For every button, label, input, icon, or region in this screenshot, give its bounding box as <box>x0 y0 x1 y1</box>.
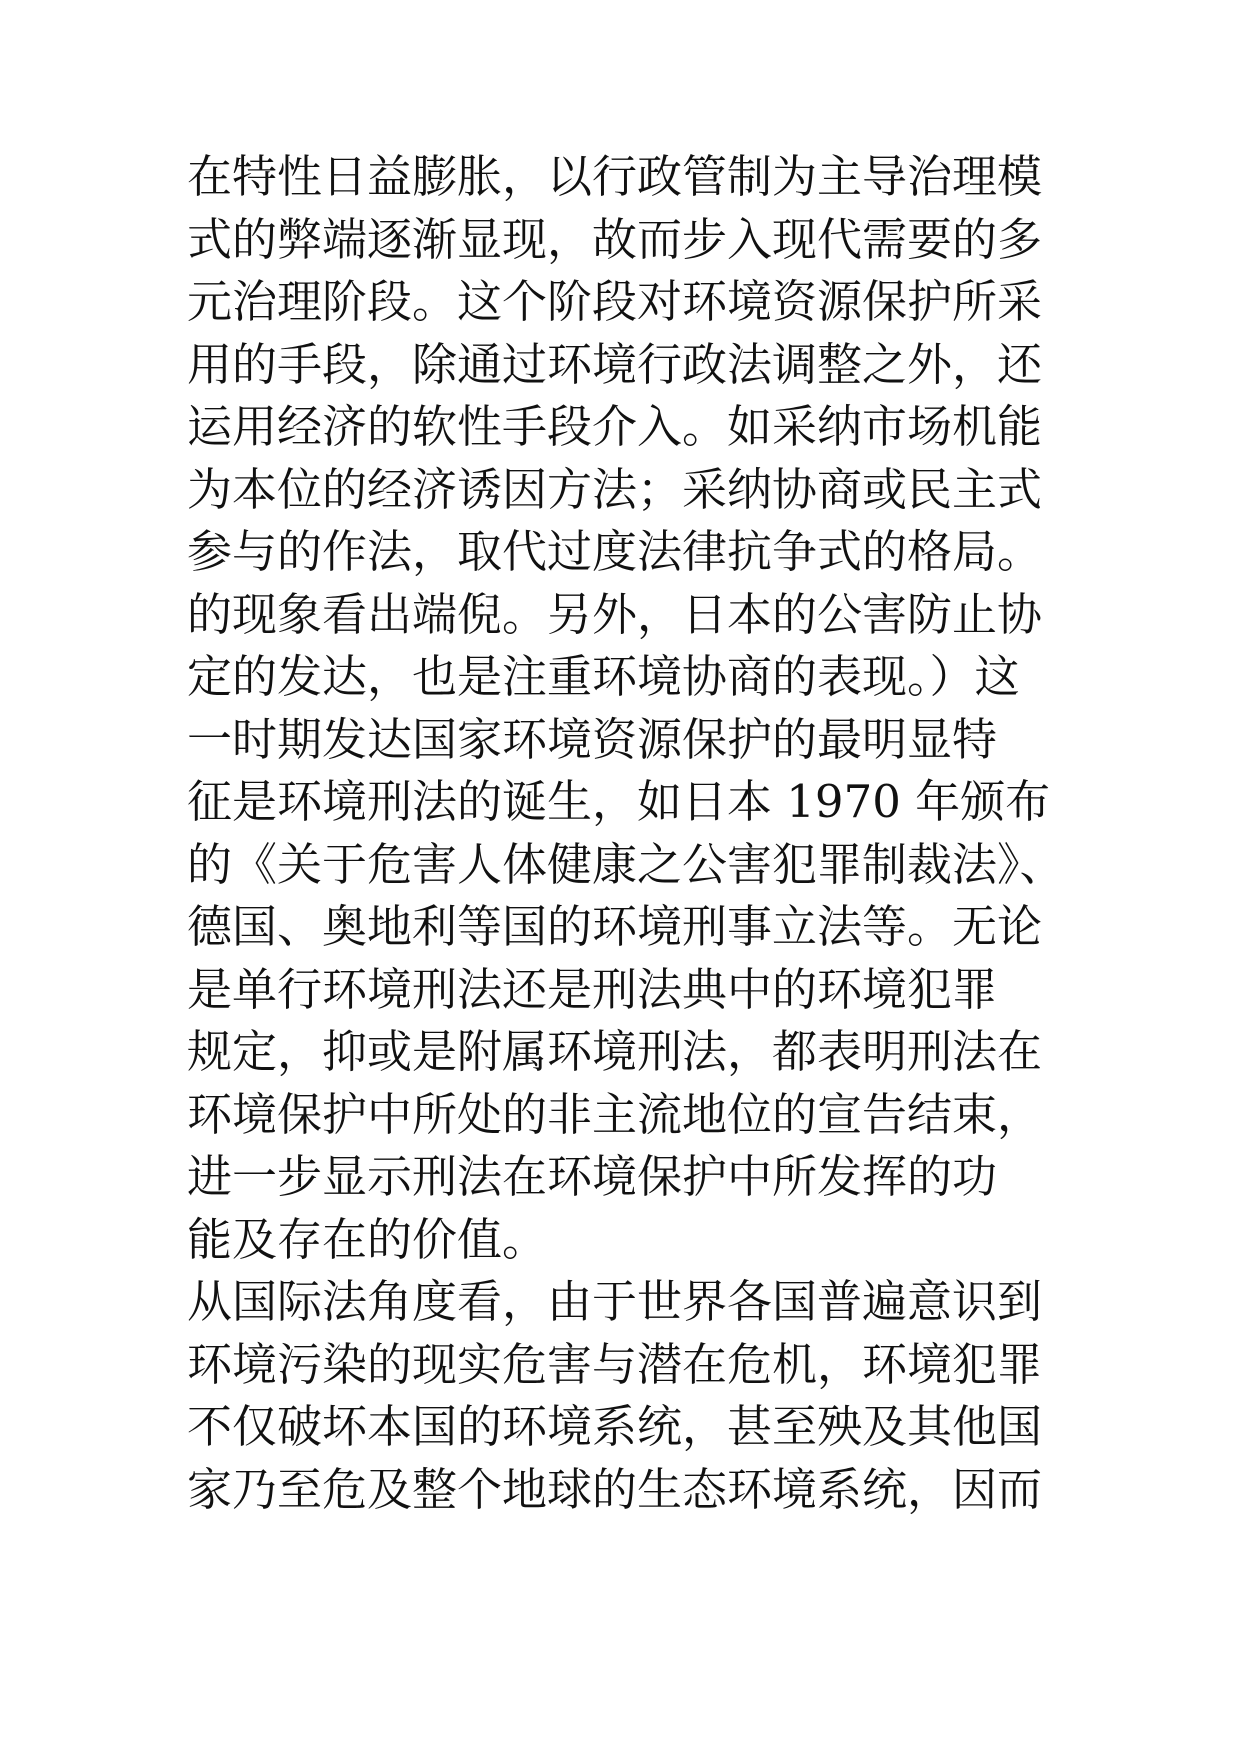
text-line: 在特性日益膨胀，以行政管制为主导治理模 <box>187 150 1043 203</box>
text-line: 定的发达，也是注重环境协商的表现。）这 <box>187 650 1020 703</box>
text-line: 参与的作法，取代过度法律抗争式的格局。 <box>187 525 1043 578</box>
text-line: 一时期发达国家环境资源保护的最明显特 <box>187 712 998 766</box>
body-text <box>187 146 1187 1521</box>
text-line: 元治理阶段。这个阶段对环境资源保护所采 <box>187 275 1043 328</box>
text-line: 规定，抑或是附属环境刑法，都表明刑法在 <box>187 1025 1043 1078</box>
text-line: 用的手段，除通过环境行政法调整之外，还 <box>187 337 1043 391</box>
text-line: 从国际法角度看，由于世界各国普遍意识到 <box>187 1275 1043 1328</box>
text-line: 环境污染的现实危害与潜在危机，环境犯罪 <box>187 1337 1043 1391</box>
text-line: 不仅破坏本国的环境系统，甚至殃及其他国 <box>187 1400 1043 1453</box>
text-line: 的现象看出端倪。另外，日本的公害防止协 <box>187 587 1043 641</box>
text-line: 式的弊端逐渐显现，故而步入现代需要的多 <box>187 212 1043 266</box>
text-line: 能及存在的价值。 <box>187 1212 548 1266</box>
text-line: 家乃至危及整个地球的生态环境系统，因而 <box>187 1462 1043 1516</box>
text-line: 为本位的经济诱因方法；采纳协商或民主式 <box>187 462 1043 516</box>
text-line: 环境保护中所处的非主流地位的宣告结束， <box>187 1087 1043 1141</box>
text-line: 征是环境刑法的诞生，如日本 1970 年颁布 <box>187 775 1051 828</box>
text-line: 的《关于危害人体健康之公害犯罪制裁法》、 <box>187 837 1065 891</box>
text-line: 是单行环境刑法还是刑法典中的环境犯罪 <box>187 962 998 1016</box>
text-line: 运用经济的软性手段介入。如采纳市场机能 <box>187 400 1043 453</box>
text-line: 进一步显示刑法在环境保护中所发挥的功 <box>187 1150 998 1203</box>
text-line: 德国、奥地利等国的环境刑事立法等。无论 <box>187 900 1043 953</box>
